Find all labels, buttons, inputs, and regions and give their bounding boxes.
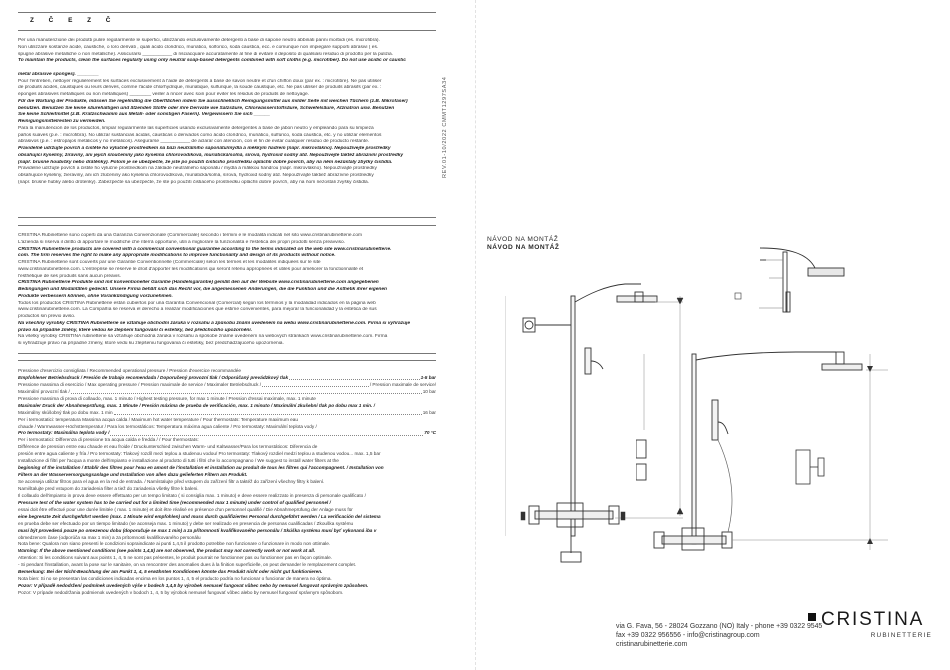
guarantee-line: CRISTINA Rubinetterie sont couverts par une Garantie Conventionnelle (Commerciale) selon les termes et les modalités indiquées sur le site	[18, 260, 321, 265]
shower-dimensions-diagram	[636, 340, 906, 600]
installation-line: beginning of the installation / Etablir des filtres pour l'eau en amont de l'installation et installation au produit de tous les filtres qui l'accompagnent. / Installation von	[18, 465, 384, 471]
installation-line: Maximaler Druck der Abnahmeprüfung, max. 1 Minute / Presión máxima de prueba de verificación, max. 1 minuto / Maximální zkušební tlak po dobu max 1 min. /	[18, 402, 375, 408]
divider	[18, 217, 436, 218]
guarantee-line: com. The firm reserves the right to make any appropriate modifications to improve functionality and design of its products without notice.	[18, 253, 336, 259]
line-value: / Pression maximale de service/	[369, 381, 436, 387]
dot-leader	[110, 430, 423, 435]
installation-line: Namištalujte pred vstupom do zariadenia filter a tiež do zariadenia všetky filtre k baleni.	[18, 485, 199, 491]
line-label: Pro termostaty: Maximálna teplota vody /	[18, 430, 110, 436]
installation-line: Installazione di filtri per l'acqua a monte dell'impianto e installazione al prodotto di tutti i filtri che lo accompagnano / We suggest to install water filters at the	[18, 458, 339, 464]
installation-line: obmedzenom čase (odporúča sa max 1 min) a za prítomnosti kvalifikovaného personálu	[18, 534, 201, 540]
title-line-1: NÁVOD NA MONTÁŽ	[487, 236, 559, 243]
line-label: Maximálny skúšobný tlak po dobu max. 1 min	[18, 409, 113, 415]
line-value: 16 bar	[422, 409, 436, 415]
cleaning-line: metal abrasive sponges). ________	[18, 71, 99, 77]
cleaning-line: paños suaves (p.e. : microfibra). No utilizar sustancias ácidas, cáusticas o derivados como ácido clorídrico, muriático, sulfúrico, soda cáustica, etc. y no utilizar elementos	[18, 132, 382, 138]
installation-line	[18, 410, 436, 417]
guarantee-line: CRISTINA Rubinetterie products are covered with a commercial conventional guarantee according to the terms indicated on the web site www.cristinarubinetterie.	[18, 246, 392, 252]
guarantee-line: Bedingungen und Modalitäten gedeckt. Unsere Firma behält sich das Recht vor, die angemessenen Änderungen, die die Funktion und die Ästhetik ihrer eigenen	[18, 287, 387, 292]
guarantee-line: productos sin previo aviso.	[18, 314, 76, 319]
installation-line: eine begrenzte Zeit durchgeführt werden (max. 1 Minute wird empfohlen) und muss durch qualifiziertes Personal durchgeführt werden / La verificación del sistema	[18, 513, 381, 519]
installation-line: Se aconseja utilizar filtros para el agua en la red de entrada. / Namístalujte před vstupem do zařízení filtr a taktéž do zařízení všechny filtry k balení.	[18, 479, 325, 484]
logo-square-icon	[808, 613, 816, 621]
installation-line: essai doit être effectué pour une durée limitée ( max. 1 minute) et doit être réalisé en présence d'un personnel qualifié / Die Abnahmeprüfung der Anlage muss für	[18, 506, 353, 512]
cleaning-line: obsahující kyseliny, žíraviny, ani jejich sloučeniny jako kyselina chlorovodíková, muriatická/solná, sírová, hydroxid sodný atd. Nepoužívejte taktéž abrazivní prostředky	[18, 152, 404, 158]
installation-line: Filtern an der Wasserversorgungsanlage und Installation von allen dazu gelieferten Filtern am Produkt.	[18, 472, 248, 478]
guarantee-line: l'esthétique de ses produits sans aucun préavis.	[18, 273, 121, 279]
contact-info	[616, 622, 822, 650]
brand-name: CRISTINA	[821, 609, 925, 630]
line-value: 10 bar	[422, 388, 436, 394]
cleaning-line: benutzen. Benutzen Sie keine säurehaltigen und ätzenden Stoffe oder ihre Derivate wie Salzsäure, Chlorwasserstoffsäure, Schwefelsäure, Ätznatron usw. Benutzen	[18, 105, 395, 111]
cleaning-line: obsahujúce kyseliny, žieraviny, ani ich zlúčeniny ako kyselina chlorovodíková, muriatická/solná, sírová, hydroxid sodný atď. Nepoužívajte taktiež abrazívne prostriedky	[18, 173, 374, 178]
installation-line: Bemerkung: Bei der Nicht-Beachtung der am Punkt 1, 4, 5 erwähnten Konditionen könnte das Produkt nicht oder nicht gut funktionieren.	[18, 569, 323, 575]
divider	[18, 225, 436, 226]
cleaning-line: Pour l'entretien, nettoyer régulièrement les surfaces exclusivement à l'aide de détergents à base de savon neutre et d'un chiffon doux (par ex. : microfibre). Ne pas utiliser	[18, 78, 382, 84]
guarantee-line: Todos los productos CRISTINA Rubinetterie están cubiertos por una Garantía Convencional (Comercial) según los términos y la modalidad indicados en la página web	[18, 300, 376, 306]
installation-line	[18, 389, 436, 396]
guarantee-line: Na všetky výrobky CRISTINA rubinetterie sa vzťahuje obchodná záruka v rozsahu a spôsobe známe uvedeném na webových stránkach www.cristinarubinetterie.com. Firma	[18, 334, 388, 340]
installation-line: Nota bien: Si no se presentan las condiciones indicadas encima en los puntos 1, 4, 5 el producto podría no funcionar o funcionar de manera no óptima.	[18, 576, 332, 582]
dot-leader	[289, 375, 420, 380]
cleaning-line: Pravidelne udržujte povrch a čistite ho výlučne prostriedkom na základe neutrálneho saponátu / mydla a mäkkou handrou (napr. mikrovlákno). Nepoužívajte prostriedky	[18, 166, 377, 172]
divider	[18, 360, 436, 361]
divider	[18, 30, 436, 31]
contact-fax-email: fax +39 0322 956556 - info@cristinagroup.com	[616, 632, 760, 640]
installation-line: Per i termostatici: Differenza di pressione tra acqua calda e fredda / / Pour thermostats:	[18, 437, 199, 443]
guarantee-line: Produkte verbessern können, ohne Vorankündigung vorzunehmen.	[18, 293, 173, 299]
dot-leader	[262, 382, 369, 387]
line-label: Maximální provozní tlak /	[18, 388, 70, 394]
cleaning-line: Sie keine Schleifmittel (z.B. Kratzschwamm aus Metall- oder sonstigen Fasern). Vergewissern Sie sich ______	[18, 112, 271, 118]
cleaning-line: Für die Wartung der Produkte, müssen Sie regelmäßig die Oberflächen indem Sie ausschließlich Reinigungsmittel aus milder Seife mit weichen Tüchern (z.B. Mikrofaser)	[18, 98, 408, 104]
document-revision-code: REV.01-10/2022 CMMT1297SA34	[442, 76, 448, 178]
cleaning-line: Para la manutención de los productos, limpiar regularmente las superficies usando exclusivamente detergentes a base de jabón neutro y empleando para su limpieza	[18, 125, 374, 131]
installation-line: Pressione d'esercizio consigliata / Recommended operational pressure / Pression d'exercice recommandée	[18, 368, 241, 373]
installation-line: - Si pendant l'installation, avant la pose sur le sanitaire, on va rencontrer des anomalies dues à la finition superficielle, on peut demander le remplacement complet.	[18, 562, 357, 568]
line-label: Pressione massima di esercizio / Max operating pressure / Pression maximale de service / Maximaler Betriebsdruck /	[18, 381, 262, 387]
divider	[18, 12, 436, 13]
cleaning-line: (napr. brúsne hubky alebo drôtenky). Zabezpečte sa ubezpečte, že ste po použití čistiaceho prostriedku opláchli dobre povrch, aby na ňom nezostali zvyšky čistidla.	[18, 179, 370, 185]
page-fold-line	[475, 0, 476, 670]
line-value: 1-5 bar	[420, 374, 436, 380]
installation-line: Il collaudo dell'impianto in prova deve essere effettuato per un tempo limitato ( si consiglia max. 1 minuto) e deve essere realizzato in presenza di personale qualificato /	[18, 492, 366, 498]
installation-line	[18, 430, 436, 437]
installation-line: presión entre agua caliente y fría / Pro termostaty: Tlakový rozdíl mezi teplou a studenou vodou/ Pro termostaty: Tlakový rozdiel medzi teplou a studenou vodou... max. 1,5 bar	[18, 451, 381, 457]
installation-line: chaude / Warmwasser-Höchsttemperatur / Para los termostáticos: Temperatura máxima agua caliente / Pro termostaty: Maximální teplota vody /	[18, 423, 317, 429]
guarantee-line: si vyhradzuje právo na prípadné zmeny, ktoré vedú ku zlepšeniu fungovania či estetiky, bez predchádzajúceho upozornenia.	[18, 341, 284, 346]
cleaning-line: (např. brusné houbičky nebo drátěnky). Potom je se ubezpečte, že jste po použití čisticího prostředku opláchli dobře povrch, aby na něm nezůstaly zbytky čistidla.	[18, 159, 393, 165]
dot-leader	[114, 410, 422, 415]
installation-line: musí být provedená pouze po omezenou dobu (doporučuje se max 1 min) a za přítomnosti kvalifikovaného personálu / Skúška systému musí byť vykonaná iba v	[18, 527, 377, 533]
guarantee-line: CRISTINA Rubinetterie sono coperti da una Garanzia Convenzionale (Commerciale) secondo i termini e le modalità indicati nel sito www.cristinarubinetterie.com	[18, 233, 363, 238]
divider	[18, 353, 436, 354]
guarantee-line: www.cristinarubinetterie.com. L'entreprise se réserve le droit d'apporter les modifications qui seront retenu appropriées et utiles pour améliorer la fonctionnalité et	[18, 266, 364, 272]
installation-line: Différence de pression entre eau chaude et eau froide / Druckunterschied zwischen Warm- und Kaltwasser/Para los termostáticos: Diferencia de	[18, 444, 318, 450]
cleaning-line: Per una manutenzione dei prodotti pulire regolarmente le superfici, utilizzando esclusivamente detergenti a base di sapone neutro abbinati panni morbidi (es. microfibra).	[18, 38, 380, 43]
installation-line: Nota bene: Qualora non siano presenti le condizioni sopraindicate ai punti 1,4,5 il prodotto potrebbe non funzionare o funzionare in modo non ottimale.	[18, 541, 331, 547]
installation-line: Pressure test of the water system has to be carried out for a limited time (recommended max 1 minute) under control of qualified personnel /	[18, 499, 331, 505]
guarantee-line: právo na případné změny, které vedou ke zlepšení fungování či estetiky, bez předchozího upozornění.	[18, 327, 253, 333]
guarantee-line: CRISTINA Rubinetterie Produkte sind mit konventioneller Garantie (Handelsgarantie) gemäß den auf der Website www.cristinarubinetterie.com angegebenen	[18, 280, 379, 286]
installation-line	[18, 375, 436, 382]
assembly-instructions-title	[487, 236, 559, 252]
installation-line: Pozor: V případě nedodržení podmínek uvedených výše v bodech 1,4,5 by výrobek nemusel fungovat vůbec nebo by nemusel fungovat správným způsobem.	[18, 583, 369, 589]
cleaning-line: Pravidelně udržujte povrch a čistěte ho výlučně prostředkem na bázi neutrálního saponátu/mýdla a měkkým hadrem (napr. mikrovlákno). Nepoužívejte prostředky	[18, 146, 391, 151]
installation-line: Pressione massima di prova di collaudo, max. 1 minuto / Highest testing pressure, for max 1 minute / Pression d'essai maximale, max. 1 minute	[18, 395, 316, 401]
installation-line: Per i termostatici: temperatura Massima acqua calda / Maximum hot water temperature / Pour thermostats: Temperature maximum eau	[18, 416, 298, 422]
section-header-cleaning: Z Č E Z Č	[30, 17, 117, 24]
installation-line: Pozor: V prípade nedodržania podmienok uvedených v bodoch 1, 4, 5 by výrobok nemusel fungovať vôbec alebo by nemusel fungovať správnym spôsobom.	[18, 590, 344, 595]
dot-leader	[71, 389, 422, 394]
installation-line	[18, 382, 436, 389]
cleaning-line: de produits acides, caustiques ou leurs dérivés, comme l'acide chlorhydrique, muriatique, sulfurique, la soude caustique, etc. Ne pas utiliser de produits abrasifs (par ex. :	[18, 85, 382, 91]
guarantee-text	[18, 233, 436, 355]
logo-row	[808, 609, 934, 631]
installation-line: Attention: Si les conditions suivant aux points 1, 4, 5 ne sont pas présentes, le produit pourrait ne fonctionner pas ou fonctionner pas en façon optimale.	[18, 555, 332, 561]
installation-requirements	[18, 368, 436, 660]
guarantee-line: www.cristinarubinetterie.com. La Compañía se reserva el derecho a realizar modificaciones que estime convenientes, para mejorar la funcionalidad y la estética de sus	[18, 307, 377, 313]
shower-dimensions-svg	[636, 340, 906, 600]
cleaning-line: spugne abrasive metalliche o non metalliche). Assicurarsi ___________ di risciacquare accuratamente al fine di evitare il deposito di qualsiasi residuo di prodotto per la pulizia.	[18, 51, 394, 57]
installation-line: en prueba debe ser efectuado por un tiempo limitado (se aconseja max. 1 minuto) y debe ser realizado en presencia de personas cualificadas / Zkouška systému	[18, 520, 354, 526]
contact-website: cristinarubinetterie.com	[616, 641, 688, 649]
contact-address: via G. Fava, 56 - 28024 Gozzano (NO) Italy - phone +39 0322 9545	[616, 623, 823, 630]
guarantee-line: Na všechny výrobky CRISTINA Rubinetterie se vztahuje obchodní záruka v rozsahu a způsobu známí uvedeném na webu www.cristinarubinetterie.com. Firma si vyhrazuje	[18, 320, 411, 326]
cleaning-line: To maintain the products, clean the surfaces regularly using only neutral soap-based detergents combined with soft cloths (e.g. microfiber). Do not use acidic or caustic	[18, 58, 406, 64]
cleaning-line: Reinigungsmittelresten zu vermeiden.	[18, 119, 106, 124]
guarantee-line: L'azienda si riserva il diritto di apportare le modifiche che riterrà opportune, utili a migliorare la funzionalità e l'estetica dei propri prodotti senza preavviso.	[18, 239, 346, 245]
brand-subtitle: RUBINETTERIE	[870, 632, 932, 639]
title-line-2: NÁVOD NA MONTÁŽ	[487, 244, 560, 252]
cleaning-line: éponges abrasives métalliques ou non métalliques) ________ veiller à rincer avec soin pour éviter les résidus de produits de nettoyage.	[18, 92, 310, 97]
line-label: Empfohlener Betriebsdruck / Presión de trabajo recomendada / Doporučený provozní tlak / Odporúčaný prevádzkový tlak	[18, 374, 289, 380]
cleaning-line	[18, 65, 436, 72]
cleaning-instructions	[18, 38, 436, 216]
brand-logo	[808, 609, 934, 639]
cleaning-line: Non utilizzare sostanze acide, caustiche, o loro derivati , quali acido cloridrico, muriatico, solforico, soda caustica, ecc. e comunque non impiegare supporti abrasivi ( es.	[18, 44, 379, 50]
installation-line: Warning: If the above mentioned conditions (see points 1,4,5) are not observed, the product may not correctly work or not work at all.	[18, 548, 316, 554]
left-page	[18, 12, 436, 662]
line-value: 70 °C	[424, 430, 436, 436]
cleaning-line: abrasivos (p.e. : estropajos metálicos y no metálicos). Asegurarse ___________ de aclarar con atención, con el fin de evitar cualquier residuo de producto restante.	[18, 139, 370, 145]
